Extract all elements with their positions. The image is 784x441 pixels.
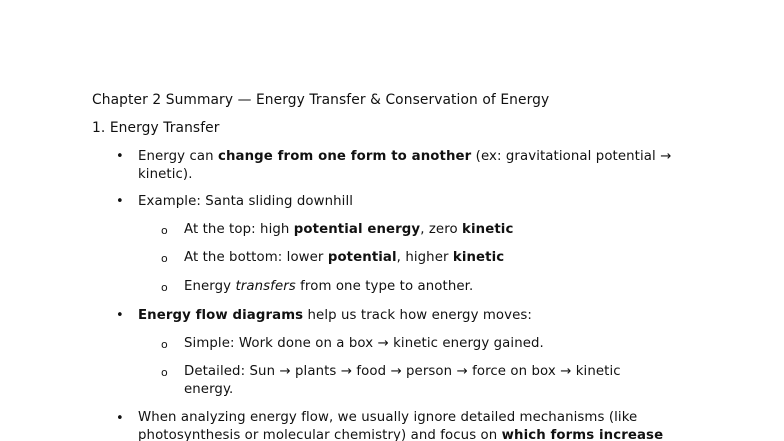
- sub-item-top: [184, 221, 654, 239]
- list-item-energy-change: [138, 148, 698, 184]
- sub-bullet-marker: o: [161, 252, 168, 265]
- sub-item-simple: Simple: Work done on a box → kinetic energy gained.: [184, 336, 544, 351]
- list-item-text: When analyzing energy flow, we usually ignore detailed mechanisms (like photosynthesis or molecular chemistry) and focus on: [138, 410, 638, 441]
- section-heading-energy-transfer: 1. Energy Transfer: [92, 120, 220, 136]
- sub-bullet-marker: o: [161, 281, 168, 294]
- sub-item-text: Energy: [184, 279, 236, 294]
- bold-phrase: Energy flow diagrams: [138, 308, 304, 323]
- bullet-marker: •: [116, 308, 124, 323]
- italic-phrase: transfers: [235, 279, 296, 294]
- sub-item-text: At the top: high: [184, 222, 294, 237]
- bold-phrase: potential energy: [293, 222, 421, 237]
- sub-bullet-marker: o: [161, 338, 168, 351]
- sub-item-bottom: [184, 249, 654, 267]
- bullet-marker: •: [116, 411, 124, 426]
- bold-phrase: kinetic: [452, 250, 505, 265]
- sub-item-text: from one type to another.: [295, 279, 474, 294]
- sub-item-text: , higher: [396, 250, 453, 265]
- bold-phrase: change from one form to another: [218, 149, 472, 164]
- list-item-text: help us track how energy moves:: [303, 308, 533, 323]
- bullet-marker: •: [116, 194, 124, 209]
- bold-phrase: kinetic: [462, 222, 514, 237]
- list-item-text: (ex: gravitational potential → kinetic).: [138, 149, 672, 182]
- sub-bullet-marker: o: [161, 366, 168, 379]
- bold-phrase: which forms increase: [501, 428, 664, 441]
- document-title: Chapter 2 Summary — Energy Transfer & Conservation of Energy: [92, 92, 550, 108]
- list-item-text: Energy can: [138, 149, 218, 164]
- bullet-marker: •: [116, 149, 124, 164]
- sub-item-detailed: Detailed: Sun → plants → food → person → force on box → kinetic energy.: [184, 364, 621, 397]
- list-item-santa-example: Example: Santa sliding downhill: [138, 194, 354, 209]
- list-item-analyzing-energy-flow: [138, 409, 698, 441]
- bold-phrase: potential: [327, 250, 397, 265]
- sub-item-transfers: [184, 278, 654, 296]
- sub-item-text: At the bottom: lower: [184, 250, 328, 265]
- sub-item-text: , zero: [420, 222, 463, 237]
- sub-bullet-marker: o: [161, 224, 168, 237]
- list-item-energy-flow-diagrams: [138, 307, 698, 325]
